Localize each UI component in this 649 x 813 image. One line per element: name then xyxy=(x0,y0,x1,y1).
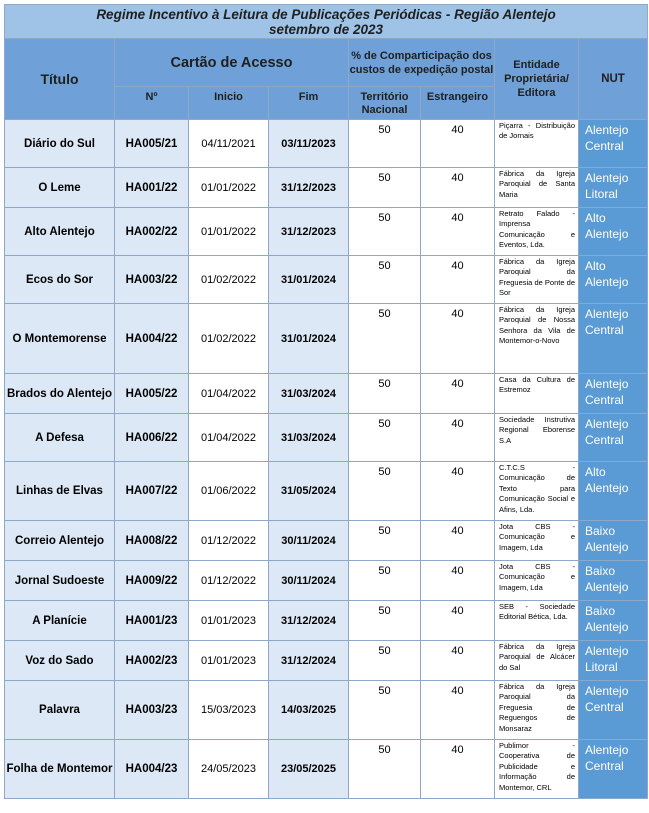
cell-numero: HA009/22 xyxy=(115,561,189,601)
cell-numero: HA001/22 xyxy=(115,168,189,208)
cell-numero: HA005/22 xyxy=(115,374,189,414)
cell-fim: 14/03/2025 xyxy=(269,681,349,740)
cell-territorio: 50 xyxy=(349,740,421,799)
table-body xyxy=(5,120,648,799)
cell-inicio: 01/02/2022 xyxy=(189,256,269,304)
cell-numero: HA007/22 xyxy=(115,462,189,521)
cell-estrangeiro: 40 xyxy=(421,304,495,374)
header-estrangeiro: Estrangeiro xyxy=(421,87,495,120)
cell-territorio: 50 xyxy=(349,521,421,561)
cell-entidade: Jota CBS - Comunicação e Imagem, Lda xyxy=(495,521,579,561)
cell-estrangeiro: 40 xyxy=(421,120,495,168)
cell-estrangeiro: 40 xyxy=(421,740,495,799)
cell-estrangeiro: 40 xyxy=(421,462,495,521)
cell-fim: 31/01/2024 xyxy=(269,304,349,374)
table-row xyxy=(5,601,648,641)
cell-estrangeiro: 40 xyxy=(421,256,495,304)
cell-territorio: 50 xyxy=(349,641,421,681)
cell-nut: Alentejo Central xyxy=(579,374,648,414)
cell-numero: HA006/22 xyxy=(115,414,189,462)
cell-fim: 31/12/2024 xyxy=(269,641,349,681)
cell-fim: 30/11/2024 xyxy=(269,521,349,561)
cell-nut: Alentejo Central xyxy=(579,740,648,799)
cell-fim: 31/12/2024 xyxy=(269,601,349,641)
header-numero: Nº xyxy=(115,87,189,120)
header-entidade: Entidade Proprietária/ Editora xyxy=(495,39,579,120)
cell-fim: 31/03/2024 xyxy=(269,414,349,462)
cell-inicio: 01/12/2022 xyxy=(189,561,269,601)
cell-entidade: Retrato Falado - Imprensa Comunicação e Eventos, Lda. xyxy=(495,208,579,256)
table-row xyxy=(5,641,648,681)
title-line-2: setembro de 2023 xyxy=(268,21,384,37)
cell-estrangeiro: 40 xyxy=(421,561,495,601)
cell-entidade: Jota CBS - Comunicação e Imagem, Lda xyxy=(495,561,579,601)
cell-nut: Alto Alentejo xyxy=(579,462,648,521)
cell-titulo: O Leme xyxy=(5,168,115,208)
cell-fim: 31/12/2023 xyxy=(269,168,349,208)
cell-nut: Alentejo Central xyxy=(579,681,648,740)
cell-numero: HA004/23 xyxy=(115,740,189,799)
cell-inicio: 01/01/2023 xyxy=(189,641,269,681)
cell-fim: 30/11/2024 xyxy=(269,561,349,601)
cell-territorio: 50 xyxy=(349,256,421,304)
cell-estrangeiro: 40 xyxy=(421,681,495,740)
cell-estrangeiro: 40 xyxy=(421,168,495,208)
cell-estrangeiro: 40 xyxy=(421,208,495,256)
cell-numero: HA008/22 xyxy=(115,521,189,561)
cell-territorio: 50 xyxy=(349,304,421,374)
cell-territorio: 50 xyxy=(349,208,421,256)
cell-territorio: 50 xyxy=(349,414,421,462)
cell-territorio: 50 xyxy=(349,681,421,740)
cell-nut: Alentejo Central xyxy=(579,120,648,168)
cell-estrangeiro: 40 xyxy=(421,641,495,681)
cell-entidade: Piçarra - Distribuição de Jornais xyxy=(495,120,579,168)
table-row xyxy=(5,120,648,168)
cell-entidade: Fábrica da Igreja Paroquial da Freguesia de Ponte de Sor xyxy=(495,256,579,304)
cell-estrangeiro: 40 xyxy=(421,521,495,561)
cell-titulo: Linhas de Elvas xyxy=(5,462,115,521)
header-cartao-de-acesso: Cartão de Acesso xyxy=(115,39,349,87)
cell-territorio: 50 xyxy=(349,462,421,521)
cell-nut: Alto Alentejo xyxy=(579,208,648,256)
cell-nut: Alto Alentejo xyxy=(579,256,648,304)
cell-nut: Baixo Alentejo xyxy=(579,601,648,641)
cell-nut: Alentejo Central xyxy=(579,414,648,462)
cell-inicio: 24/05/2023 xyxy=(189,740,269,799)
cell-territorio: 50 xyxy=(349,561,421,601)
cell-inicio: 15/03/2023 xyxy=(189,681,269,740)
cell-fim: 31/01/2024 xyxy=(269,256,349,304)
cell-numero: HA002/23 xyxy=(115,641,189,681)
header-percentagem: % de Comparticipação dos custos de expedição postal xyxy=(349,39,495,87)
cell-fim: 31/12/2023 xyxy=(269,208,349,256)
cell-inicio: 01/04/2022 xyxy=(189,374,269,414)
header-titulo: Título xyxy=(5,39,115,120)
cell-entidade: C.T.C.S - Comunicação de Texto para Comunicação Social e Afins, Lda. xyxy=(495,462,579,521)
title-line-1: Regime Incentivo à Leitura de Publicações Periódicas - Região Alentejo xyxy=(96,6,556,22)
table-row xyxy=(5,681,648,740)
cell-inicio: 01/01/2023 xyxy=(189,601,269,641)
cell-titulo: O Montemorense xyxy=(5,304,115,374)
cell-titulo: A Planície xyxy=(5,601,115,641)
cell-fim: 31/05/2024 xyxy=(269,462,349,521)
cell-entidade: Casa da Cultura de Estremoz xyxy=(495,374,579,414)
page-title xyxy=(5,5,648,39)
cell-fim: 31/03/2024 xyxy=(269,374,349,414)
cell-numero: HA003/23 xyxy=(115,681,189,740)
table-row xyxy=(5,168,648,208)
header-territorio: Território Nacional xyxy=(349,87,421,120)
cell-titulo: Alto Alentejo xyxy=(5,208,115,256)
cell-numero: HA004/22 xyxy=(115,304,189,374)
cell-numero: HA003/22 xyxy=(115,256,189,304)
cell-titulo: Palavra xyxy=(5,681,115,740)
cell-territorio: 50 xyxy=(349,374,421,414)
cell-fim: 03/11/2023 xyxy=(269,120,349,168)
cell-inicio: 01/04/2022 xyxy=(189,414,269,462)
cell-numero: HA002/22 xyxy=(115,208,189,256)
cell-nut: Baixo Alentejo xyxy=(579,521,648,561)
cell-territorio: 50 xyxy=(349,120,421,168)
cell-nut: Baixo Alentejo xyxy=(579,561,648,601)
cell-estrangeiro: 40 xyxy=(421,374,495,414)
cell-entidade: Fábrica da Igreja Paroquial da Freguesia de Reguengos de Monsaraz xyxy=(495,681,579,740)
cell-inicio: 04/11/2021 xyxy=(189,120,269,168)
cell-territorio: 50 xyxy=(349,601,421,641)
cell-estrangeiro: 40 xyxy=(421,414,495,462)
cell-entidade: Sociedade Instrutiva Regional Eborense S.A xyxy=(495,414,579,462)
cell-inicio: 01/12/2022 xyxy=(189,521,269,561)
cell-fim: 23/05/2025 xyxy=(269,740,349,799)
table-row xyxy=(5,462,648,521)
cell-nut: Alentejo Central xyxy=(579,304,648,374)
cell-territorio: 50 xyxy=(349,168,421,208)
header-fim: Fim xyxy=(269,87,349,120)
cell-estrangeiro: 40 xyxy=(421,601,495,641)
cell-titulo: Correio Alentejo xyxy=(5,521,115,561)
table-row xyxy=(5,256,648,304)
cell-inicio: 01/02/2022 xyxy=(189,304,269,374)
cell-inicio: 01/01/2022 xyxy=(189,208,269,256)
cell-entidade: Fábrica da Igreja Paroquial de Nossa Senhora da Vila de Montemor-o-Novo xyxy=(495,304,579,374)
cell-inicio: 01/01/2022 xyxy=(189,168,269,208)
cell-titulo: Folha de Montemor xyxy=(5,740,115,799)
cell-entidade: Publimor - Cooperativa de Publicidade e Informação de Montemor, CRL xyxy=(495,740,579,799)
cell-titulo: Ecos do Sor xyxy=(5,256,115,304)
table-row xyxy=(5,304,648,374)
header-nut: NUT xyxy=(579,39,648,120)
header-inicio: Inicio xyxy=(189,87,269,120)
cell-numero: HA001/23 xyxy=(115,601,189,641)
cell-entidade: Fábrica da Igreja Paroquial de Alcácer do Sal xyxy=(495,641,579,681)
cell-titulo: Jornal Sudoeste xyxy=(5,561,115,601)
cell-numero: HA005/21 xyxy=(115,120,189,168)
regime-table xyxy=(4,4,648,799)
cell-nut: Alentejo Litoral xyxy=(579,168,648,208)
table-row xyxy=(5,414,648,462)
table-row xyxy=(5,521,648,561)
cell-nut: Alentejo Litoral xyxy=(579,641,648,681)
table-row xyxy=(5,374,648,414)
cell-titulo: Diário do Sul xyxy=(5,120,115,168)
cell-titulo: Voz do Sado xyxy=(5,641,115,681)
cell-titulo: A Defesa xyxy=(5,414,115,462)
cell-entidade: Fábrica da Igreja Paroquial de Santa Maria xyxy=(495,168,579,208)
table-row xyxy=(5,208,648,256)
table-row xyxy=(5,561,648,601)
cell-inicio: 01/06/2022 xyxy=(189,462,269,521)
cell-entidade: SEB - Sociedade Editorial Bética, Lda. xyxy=(495,601,579,641)
table-row xyxy=(5,740,648,799)
cell-titulo: Brados do Alentejo xyxy=(5,374,115,414)
